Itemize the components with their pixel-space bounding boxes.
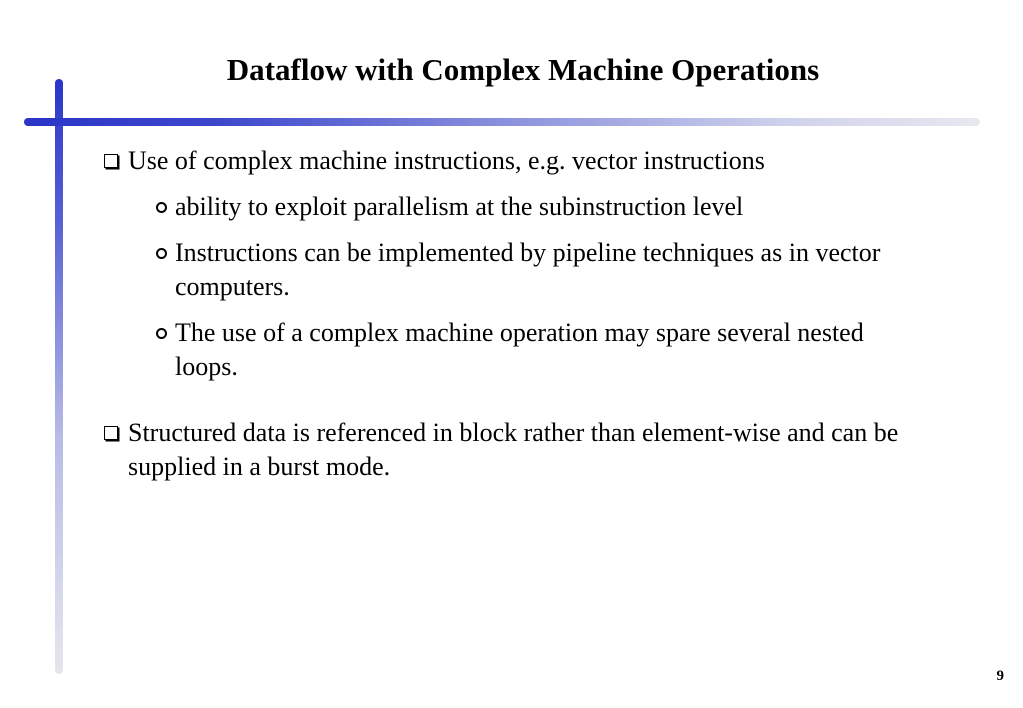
circle-bullet-icon: [156, 248, 167, 259]
circle-bullet-icon: [156, 328, 167, 339]
horizontal-accent-bar: [24, 118, 980, 126]
bullet-item: [104, 144, 934, 178]
spacer: [104, 384, 934, 416]
bullet-item: [104, 416, 934, 484]
sub-bullet-item: [152, 316, 932, 384]
slide-title: Dataflow with Complex Machine Operations: [226, 52, 820, 87]
vertical-accent-bar: [55, 79, 63, 674]
slide-body: [104, 144, 934, 484]
sub-bullet-text: ability to exploit parallelism at the subinstruction level: [175, 192, 744, 221]
sub-bullet-text: The use of a complex machine operation may spare several nested loops.: [175, 318, 864, 381]
sub-bullet-item: [152, 236, 932, 304]
square-bullet-icon: [104, 426, 118, 440]
bullet-text: Use of complex machine instructions, e.g. vector instructions: [128, 146, 765, 175]
sub-bullet-text: Instructions can be implemented by pipeline techniques as in vector computers.: [175, 238, 881, 301]
bullet-text: Structured data is referenced in block rather than element-wise and can be supplied in a burst mode.: [128, 418, 899, 481]
page-number: 9: [996, 668, 1004, 684]
square-bullet-icon: [104, 154, 118, 168]
sub-bullet-item: [152, 190, 932, 224]
circle-bullet-icon: [156, 202, 167, 213]
